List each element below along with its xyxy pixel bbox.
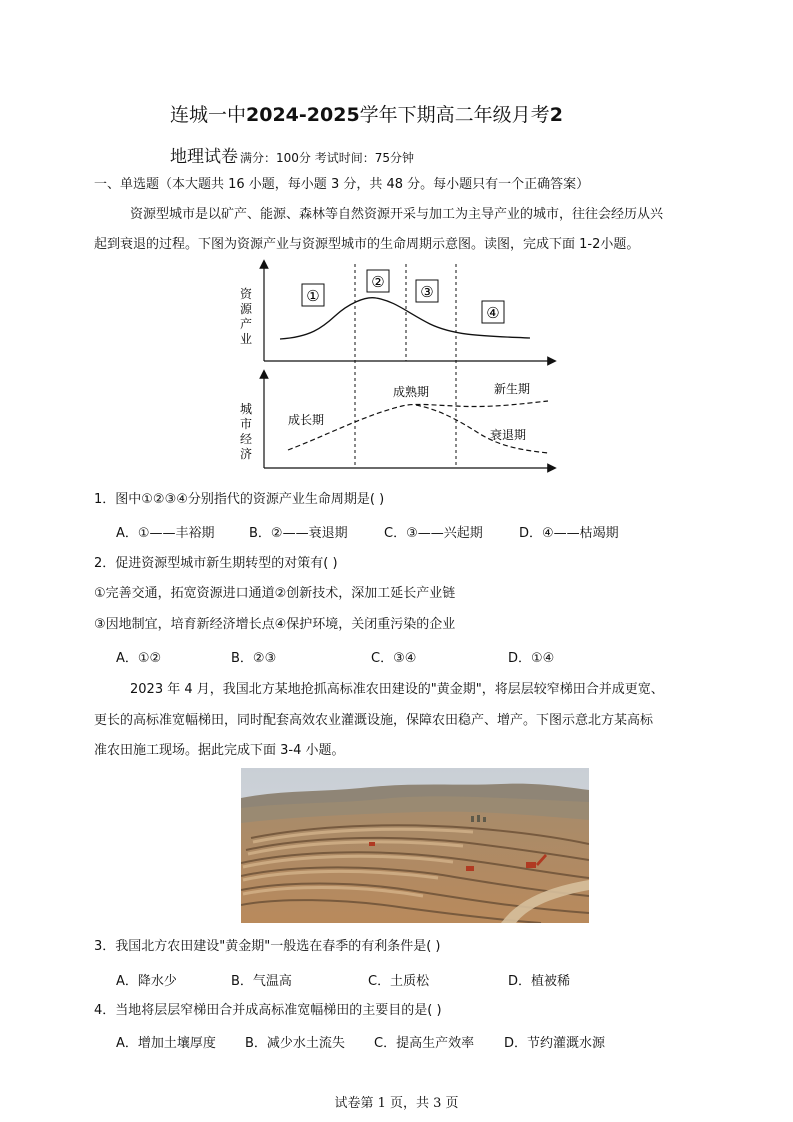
bottom-axis-label [240, 402, 252, 461]
page-footer: 试卷第 1 页，共 3 页 [334, 1096, 459, 1111]
q4-option-a[interactable]: A．增加土壤厚度 [116, 1036, 216, 1051]
svg-text:源: 源 [240, 302, 253, 316]
stage-label-3: ③ [420, 283, 434, 301]
svg-text:经: 经 [240, 432, 253, 446]
svg-text:产: 产 [240, 317, 253, 331]
q2-option-d[interactable]: D．①④ [508, 651, 555, 666]
q3-option-b[interactable]: B．气温高 [231, 974, 292, 989]
intro-line-2: 起到衰退的过程。下图为资源产业与资源型城市的生命周期示意图。读图，完成下面 1-2小题。 [94, 237, 640, 252]
q4-stem: 4．当地将层层窄梯田合并成高标准宽幅梯田的主要目的是( ) [94, 1003, 442, 1018]
q1-option-c[interactable]: C．③——兴起期 [384, 526, 483, 541]
exam-subtitle [170, 142, 414, 167]
city-economy-decline-curve [416, 405, 548, 453]
q1-stem: 1．图中①②③④分别指代的资源产业生命周期是( ) [94, 492, 385, 507]
q2-option-b[interactable]: B．②③ [231, 651, 277, 666]
title-grade: 学年下期高二年级月考 [359, 104, 550, 126]
q1-option-b[interactable]: B．②——衰退期 [249, 526, 348, 541]
intro-line-1: 资源型城市是以矿产、能源、森林等自然资源开采与加工为主导产业的城市，往往会经历从兴 [130, 207, 664, 222]
title-number: 2 [549, 104, 563, 126]
terrace-construction-photo [241, 768, 589, 923]
q2-line-2: ③因地制宜，培育新经济增长点④保护环境，关闭重污染的企业 [94, 617, 456, 632]
stage-label-2: ② [371, 273, 385, 291]
q3-stem: 3．我国北方农田建设"黄金期"一般选在春季的有利条件是( ) [94, 939, 441, 954]
rebirth-stage-label: 新生期 [494, 382, 531, 396]
city-economy-rebirth-curve [288, 401, 548, 450]
top-axis-label [240, 286, 253, 346]
q4-option-c[interactable]: C．提高生产效率 [374, 1036, 475, 1051]
decline-stage-label: 衰退期 [490, 428, 527, 442]
q3-option-d[interactable]: D．植被稀 [508, 974, 571, 989]
passage2-line-2: 更长的高标准宽幅梯田，同时配套高效农业灌溉设施，保障农田稳产、增产。下图示意北方某高标 [94, 713, 654, 728]
q3-option-a[interactable]: A．降水少 [116, 974, 177, 989]
subject-name: 地理试卷 [170, 147, 238, 167]
passage2-line-1: 2023 年 4 月，我国北方某地抢抓高标准农田建设的"黄金期"，将层层较窄梯田合并成更宽、 [130, 682, 664, 697]
q1-option-a[interactable]: A．①——丰裕期 [116, 526, 215, 541]
stage-label-1: ① [306, 287, 320, 305]
title-school: 连城一中 [170, 104, 247, 126]
svg-text:业: 业 [240, 332, 253, 346]
q4-option-d[interactable]: D．节约灌溉水源 [504, 1036, 606, 1051]
q2-line-1: ①完善交通，拓宽资源进口通道②创新技术，深加工延长产业链 [94, 586, 456, 601]
life-cycle-diagram [230, 258, 560, 476]
svg-text:市: 市 [240, 417, 253, 431]
section-heading: 一、单选题（本大题共 16 小题，每小题 3 分，共 48 分。每小题只有一个正确答案） [94, 177, 590, 192]
exam-meta: 满分：100分 考试时间：75分钟 [240, 151, 414, 165]
mature-stage-label: 成熟期 [393, 385, 430, 399]
svg-text:城: 城 [240, 402, 253, 416]
q3-option-c[interactable]: C．土质松 [368, 974, 430, 989]
q1-option-d[interactable]: D．④——枯竭期 [519, 526, 619, 541]
q4-option-b[interactable]: B．减少水土流失 [245, 1036, 345, 1051]
exam-title [170, 100, 563, 127]
title-year: 2024-2025 [246, 104, 360, 126]
growth-stage-label: 成长期 [288, 413, 325, 427]
q2-option-c[interactable]: C．③④ [371, 651, 417, 666]
q2-stem: 2．促进资源型城市新生期转型的对策有( ) [94, 556, 338, 571]
svg-text:资: 资 [240, 287, 253, 301]
stage-label-4: ④ [486, 304, 500, 322]
passage2-line-3: 准农田施工现场。据此完成下面 3-4 小题。 [94, 743, 345, 758]
svg-text:济: 济 [240, 447, 253, 461]
q2-option-a[interactable]: A．①② [116, 651, 162, 666]
